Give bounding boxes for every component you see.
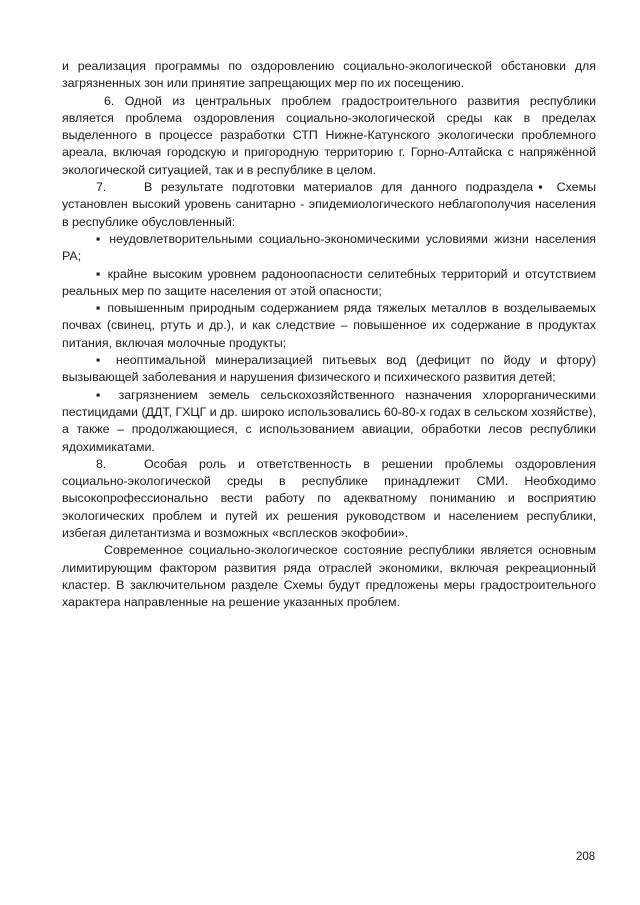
bullet-item: ▪ повышенным природным содержанием ряда тяжелых металлов в возделываемых почвах (свинец, ртуть и др.), и как следствие – повышенное их содержание в продуктах питания, включая молочные продукты; [62, 301, 596, 350]
paragraph-closing: Современное социально-экологическое состояние республики является основным лимитирующим фактором развития ряда отраслей экономики, включая рекреационный кластер. В заключительном разделе Схемы будут предложены меры градостроительного характера направленные на решение указанных проблем. [62, 543, 596, 610]
paragraph-7 [62, 179, 596, 231]
item-7-text: В результате подготовки материалов для данного подраздела▪ Схемы установлен высокий уровень санитарно - эпидемиологического неблагополучия населения в республике обусловленный: [62, 180, 596, 229]
bullet-item: ▪ загрязнением земель сельскохозяйственного назначения хлорорганическими пестицидами (ДДТ, ГХЦГ и др. широко использовались 60-80-х годах в сельском хозяйстве), а также – продолжающиеся, с использованием авиации, обработки лесов республики ядохимикатами. [62, 387, 596, 454]
document-body [62, 58, 596, 612]
page-number: 208 [576, 851, 596, 863]
bullet-item: ▪ крайне высоким уровнем радоноопасности селитебных территорий и отсутствием реальных мер по защите населения от этой опасности; [62, 266, 596, 298]
paragraph-6: 6. Одной из центральных проблем градостроительного развития республики является проблема оздоровления социально-экологической среды как в пределах выделенного в процессе разработки СТП Нижне-Катунского экологически проблемного ареала, включая городскую и пригородную территорию г. Горно-Алтайска с напряжённой экологической ситуацией, так и в республике в целом. [62, 93, 596, 177]
bullet-item: ▪ неудовлетворительными социально-экономическими условиями жизни населения РА; [62, 231, 596, 264]
item-8-text: Особая роль и ответственность в решении проблемы оздоровления социально-экологической среды в республике принадлежит СМИ. Необходимо высокопрофессионально вести работу по адекватному пониманию и восприятию экологических проблем и путей их решения руководством и населением республики, избегая дилетантизма и возможных «всплесков экофобии». [62, 456, 596, 541]
paragraph-intro: и реализация программы по оздоровлению социально-экологической обстановки для загрязненных зон или принятие запрещающих мер по их посещению. [62, 59, 596, 91]
bullet-item: ▪ неоптимальной минерализацией питьевых вод (дефицит по йоду и фтору) вызывающей заболевания и нарушения физического и психического развития детей; [62, 353, 596, 385]
item-8-number: 8. [96, 456, 107, 471]
item-7-number: 7. [96, 180, 107, 195]
paragraph-8 [62, 456, 596, 542]
